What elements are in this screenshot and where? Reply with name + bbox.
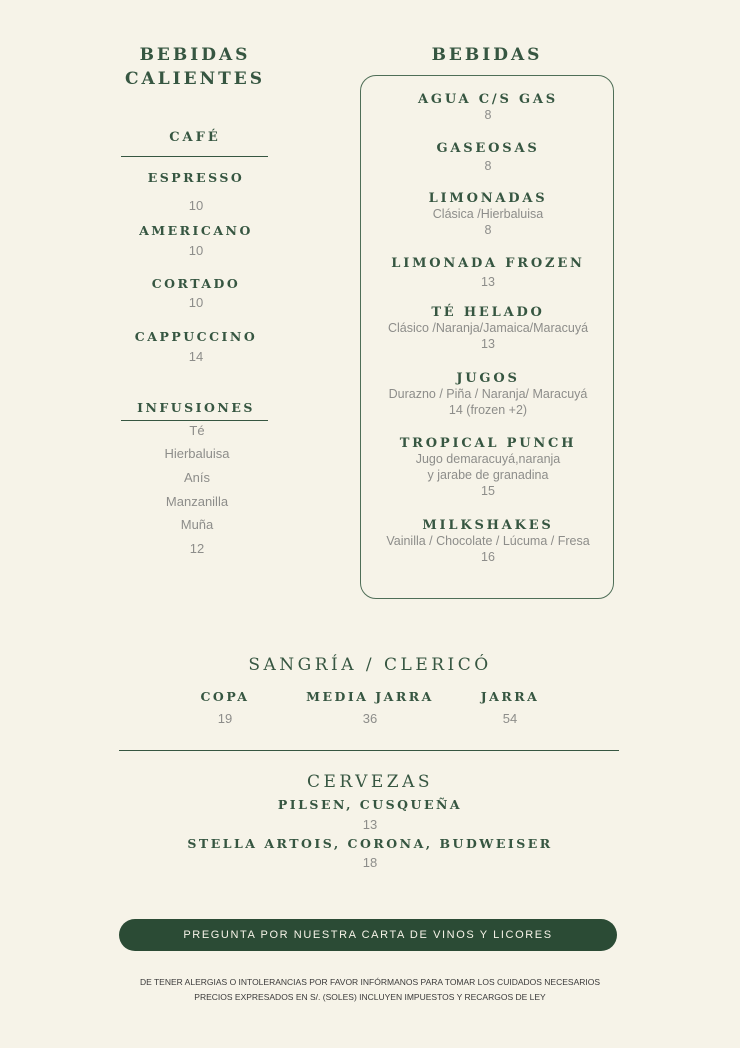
drink-item: [361, 371, 615, 418]
drink-price: 15: [481, 484, 495, 498]
cafe-item-price: 10: [188, 198, 204, 213]
cafe-item-name: ESPRESSO: [147, 170, 245, 185]
beer-group-name: PILSEN, CUSQUEÑA: [277, 797, 463, 812]
drink-name: TÉ HELADO: [431, 305, 545, 320]
drink-name: GASEOSAS: [436, 141, 540, 156]
cafe-item-name: CORTADO: [151, 276, 241, 291]
hot-drinks-title-line1: BEBIDAS: [139, 45, 251, 65]
drink-desc: Vainilla / Chocolate / Lúcuma / Fresa: [386, 534, 590, 548]
sangria-size-name: MEDIA JARRA: [306, 689, 434, 704]
beer-group-price: 13: [362, 817, 378, 832]
wine-liquor-menu-button[interactable]: [119, 919, 617, 951]
drink-item: [361, 436, 615, 499]
drink-price: 8: [484, 108, 492, 122]
drink-name: LIMONADAS: [428, 191, 548, 206]
infusion-item: Hierbaluisa: [164, 446, 230, 461]
infusiones-divider: [121, 420, 268, 421]
infusion-item: Manzanilla: [165, 494, 229, 509]
sangria-size-price: 19: [217, 711, 233, 726]
wine-liquor-menu-label: PREGUNTA POR NUESTRA CARTA DE VINOS Y LICORES: [183, 929, 553, 941]
hot-drinks-title-line2: CALIENTES: [124, 69, 265, 89]
infusion-item: Muña: [180, 517, 214, 532]
price-note: PRECIOS EXPRESADOS EN S/. (SOLES) INCLUYEN IMPUESTOS Y RECARGOS DE LEY: [194, 992, 546, 1002]
drink-item: [361, 305, 615, 352]
drink-price: 13: [481, 275, 495, 289]
drink-desc: Clásico /Naranja/Jamaica/Maracuyá: [387, 321, 589, 335]
infusiones-heading: INFUSIONES: [137, 400, 255, 415]
drink-desc: Durazno / Piña / Naranja/ Maracuyá: [388, 387, 588, 401]
drink-price: 8: [484, 159, 492, 173]
drink-desc: Clásica /Hierbaluisa: [432, 207, 544, 221]
cafe-item-price: 10: [188, 295, 204, 310]
sangria-size-price: 36: [362, 711, 378, 726]
drink-name: JUGOS: [456, 371, 520, 386]
drink-item: [361, 256, 615, 290]
sangria-size-name: COPA: [200, 689, 250, 704]
beer-group-price: 18: [362, 855, 378, 870]
infusion-price: 12: [189, 541, 205, 556]
allergy-note: DE TENER ALERGIAS O INTOLERANCIAS POR FAVOR INFÓRMANOS PARA TOMAR LOS CUIDADOS NECESARIOS: [139, 977, 601, 987]
cafe-item-name: CAPPUCCINO: [134, 329, 258, 344]
drink-name: AGUA C/S GAS: [418, 92, 558, 107]
cafe-heading: CAFÉ: [169, 130, 221, 145]
section-divider: [119, 750, 619, 751]
drink-price: 16: [481, 550, 495, 564]
drink-item: [361, 518, 615, 565]
cafe-item-name: AMERICANO: [139, 223, 253, 238]
drink-name: MILKSHAKES: [422, 518, 554, 533]
drinks-box: [360, 75, 614, 599]
cafe-item-price: 14: [188, 349, 204, 364]
drink-desc: y jarabe de granadina: [427, 468, 549, 482]
drink-item: [361, 191, 615, 238]
infusion-item: Anís: [183, 470, 210, 485]
infusion-item: Té: [189, 423, 205, 438]
drink-item: [361, 92, 615, 123]
cervezas-title: CERVEZAS: [306, 772, 434, 792]
drink-name: TROPICAL PUNCH: [399, 436, 577, 451]
drinks-title: BEBIDAS: [431, 45, 543, 65]
cafe-item-price: 10: [188, 243, 204, 258]
sangria-title: SANGRÍA / CLERICÓ: [248, 655, 492, 675]
sangria-size-name: JARRA: [480, 689, 540, 704]
cafe-divider: [121, 156, 268, 157]
drink-price: 8: [484, 223, 492, 237]
beer-group-name: STELLA ARTOIS, CORONA, BUDWEISER: [187, 836, 553, 851]
sangria-size-price: 54: [502, 711, 518, 726]
drink-price: 13: [481, 337, 495, 351]
drink-name: LIMONADA FROZEN: [391, 256, 585, 271]
drink-item: [361, 141, 615, 174]
drink-desc: Jugo demaracuyá,naranja: [415, 452, 561, 466]
drink-price: 14 (frozen +2): [448, 403, 528, 417]
